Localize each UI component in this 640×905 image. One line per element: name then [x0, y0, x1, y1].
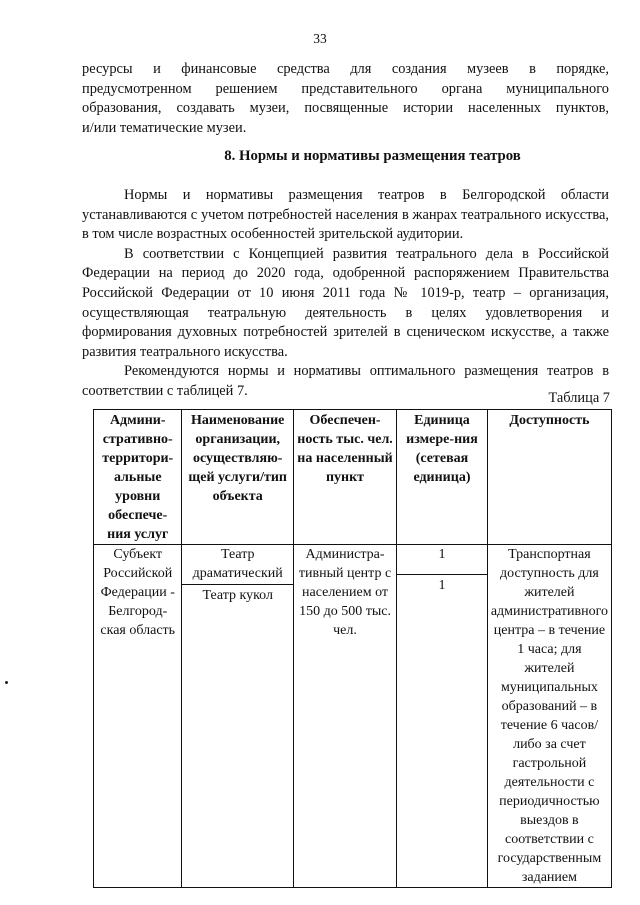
- theater-norms-table: [93, 409, 612, 888]
- page-number: 33: [313, 31, 327, 46]
- body-text: [82, 186, 609, 402]
- paragraph-concept: В соответствии с Концепцией развития театрального дела в Российской Федерации на период до 2020 года, одобренной распоряжением Правительства Российской Федерации от 10 июня 2011 года № 1019-р, театр – организация, осуществляющая театральную деятельность в целях удовлетворения и формирования духовных потребностей зрителей в сценическом искусстве, а также развития театрального искусства.: [82, 245, 609, 360]
- cell-units: [397, 545, 488, 888]
- header-organization: Наименование организации, осуществляю-щей услуги/тип объекта: [182, 410, 293, 545]
- cell-organizations: [182, 545, 293, 888]
- intro-line: ресурсы и финансовые средства для создания музеев в порядке,: [82, 61, 609, 77]
- table-row: [94, 545, 612, 888]
- intro-line: образования, создавать музеи, посвященные истории населенных пунктов,: [82, 100, 609, 117]
- unit-drama-theater: 1: [397, 545, 487, 575]
- table-caption: Таблица 7: [548, 390, 610, 406]
- table-header-row: [94, 410, 612, 545]
- intro-paragraph: [82, 60, 609, 138]
- scan-dot: [5, 681, 8, 684]
- unit-puppet-theater: 1: [438, 578, 446, 593]
- cell-accessibility: Транспортная доступность для жителей административного центра – в течение 1 часа; для жителей муниципальных образований – в течение 6 часов/либо за счет гастрольной деятельности с периодичностью выездов в соответствии с государственным заданием: [487, 545, 611, 888]
- intro-line: и/или тематические музеи.: [82, 119, 247, 136]
- section-title: 8. Нормы и нормативы размещения театров: [224, 148, 521, 164]
- header-admin-level: Админи-стративно-территори-альные уровни обеспече-ния услуг: [94, 410, 182, 545]
- header-unit: Единица измере-ния (сетевая единица): [397, 410, 488, 545]
- cell-admin-level: Субъект Российской Федерации - Белгород-ская область: [94, 545, 182, 888]
- organization-drama-theater: Театр драматический: [182, 545, 292, 585]
- cell-provision: Администра-тивный центр с населением от 150 до 500 тыс. чел.: [293, 545, 396, 888]
- header-accessibility: Доступность: [487, 410, 611, 545]
- organization-puppet-theater: Театр кукол: [202, 588, 273, 603]
- intro-line: предусмотренном решением представительного органа муниципального: [82, 80, 609, 97]
- paragraph-norms: Нормы и нормативы размещения театров в Белгородской области устанавливаются с учетом потребностей населения в жанрах театрального искусства, в том числе возрастных особенностей зрительской аудитории.: [82, 187, 609, 243]
- header-provision: Обеспечен-ность тыс. чел. на населенный пункт: [293, 410, 396, 545]
- paragraph-recommendation: Рекомендуются нормы и нормативы оптимального размещения театров в соответствии с таблицей 7.: [82, 363, 609, 399]
